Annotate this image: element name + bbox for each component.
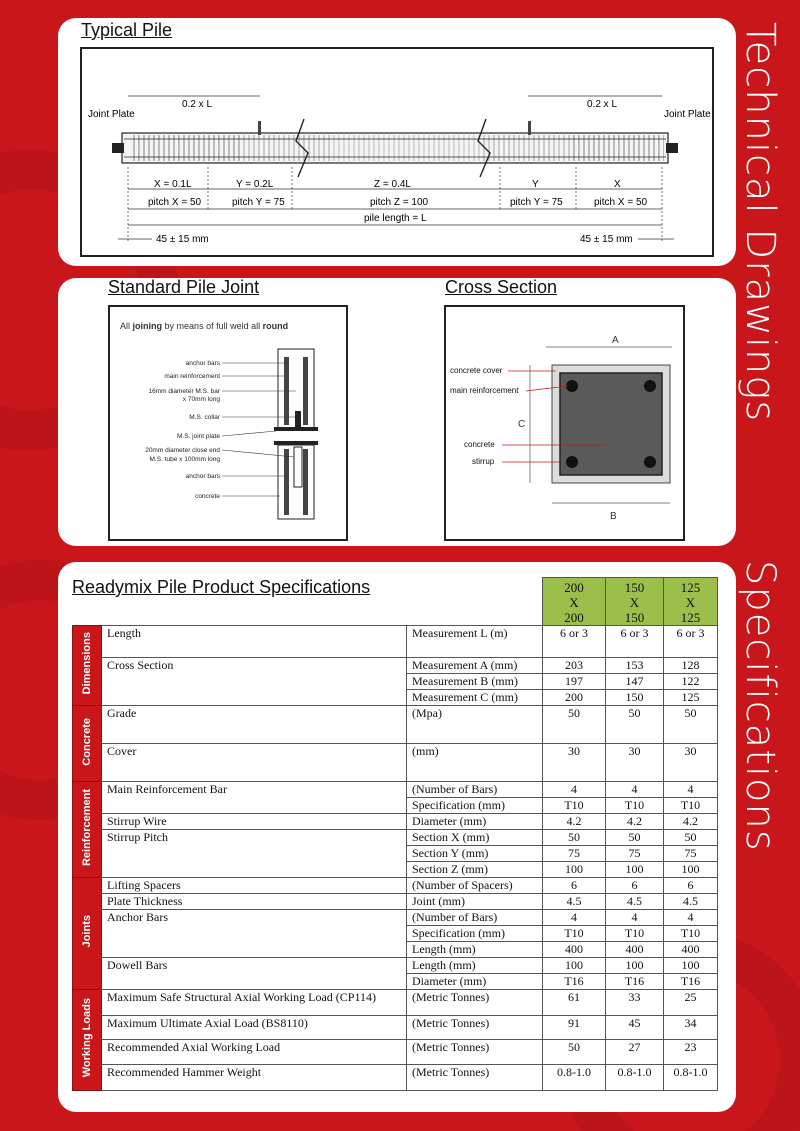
row-value: 400 bbox=[543, 942, 606, 958]
row-unit: Measurement B (mm) bbox=[407, 674, 543, 690]
label-stirrup: stirrup bbox=[472, 457, 495, 466]
row-value: 6 or 3 bbox=[664, 626, 718, 658]
joint-plate-right bbox=[666, 143, 678, 153]
joint-plate-left bbox=[112, 143, 124, 153]
table-row bbox=[73, 744, 718, 782]
row-unit: Joint (mm) bbox=[407, 894, 543, 910]
pitch-z: pitch Z = 100 bbox=[370, 197, 429, 208]
row-unit: Diameter (mm) bbox=[407, 814, 543, 830]
row-value: 400 bbox=[606, 942, 664, 958]
joint-label: M.S. collar bbox=[189, 414, 220, 421]
cross-section-drawing bbox=[444, 305, 685, 541]
row-value: 25 bbox=[664, 990, 718, 1016]
tolerance-right: 45 ± 15 mm bbox=[580, 234, 633, 245]
zone-y-label-right: Y bbox=[532, 179, 539, 190]
row-unit: Specification (mm) bbox=[407, 926, 543, 942]
lifting-spacer bbox=[258, 121, 261, 135]
row-value: 100 bbox=[664, 862, 718, 878]
row-value: 4 bbox=[664, 910, 718, 926]
pile-length-label: pile length = L bbox=[364, 213, 427, 224]
row-value: 4 bbox=[543, 782, 606, 798]
size-header bbox=[542, 577, 606, 626]
category-working-loads: Working Loads bbox=[73, 990, 102, 1091]
row-unit: (Metric Tonnes) bbox=[407, 990, 543, 1016]
row-value: 0.8-1.0 bbox=[543, 1065, 606, 1091]
dim-a-label: A bbox=[612, 335, 619, 346]
joint-label: x 70mm long bbox=[182, 396, 220, 403]
dim-02L-right: 0.2 x L bbox=[587, 99, 618, 110]
row-unit: Measurement C (mm) bbox=[407, 690, 543, 706]
typical-pile-title: Typical Pile bbox=[81, 20, 173, 40]
table-row bbox=[73, 782, 718, 798]
row-value: T16 bbox=[543, 974, 606, 990]
row-value: 4 bbox=[664, 782, 718, 798]
row-value: 100 bbox=[606, 958, 664, 974]
table-row bbox=[73, 1016, 718, 1040]
row-unit: Section Y (mm) bbox=[407, 846, 543, 862]
row-value: 203 bbox=[543, 658, 606, 674]
table-row bbox=[73, 658, 718, 674]
specifications-table bbox=[72, 625, 718, 1091]
row-value: 6 bbox=[606, 878, 664, 894]
joint-label: M.S. tube x 100mm long bbox=[149, 456, 220, 463]
table-row bbox=[73, 878, 718, 894]
size-x: X bbox=[629, 595, 640, 610]
joint-label: 20mm diameter close end bbox=[145, 447, 220, 454]
side-title-specifications-text: Specifications bbox=[737, 560, 783, 852]
row-value: T10 bbox=[606, 926, 664, 942]
joint-label: anchor bars bbox=[185, 360, 220, 367]
row-value: 4 bbox=[543, 910, 606, 926]
reinforcement-bar bbox=[644, 456, 656, 468]
row-value: 50 bbox=[543, 706, 606, 744]
category-joints: Joints bbox=[73, 878, 102, 990]
row-unit: (Number of Bars) bbox=[407, 782, 543, 798]
row-value: 4.5 bbox=[606, 894, 664, 910]
dim-02L-left: 0.2 x L bbox=[182, 99, 213, 110]
pile-joint-title: Standard Pile Joint bbox=[108, 277, 260, 297]
table-row bbox=[73, 814, 718, 830]
row-value: T10 bbox=[664, 926, 718, 942]
label-main-reinforcement: main reinforcement bbox=[450, 386, 519, 395]
row-value: T10 bbox=[543, 926, 606, 942]
category-concrete: Concrete bbox=[73, 706, 102, 782]
row-value: 6 or 3 bbox=[543, 626, 606, 658]
row-value: 147 bbox=[606, 674, 664, 690]
reinforcement-bar bbox=[644, 380, 656, 392]
size-x: X bbox=[685, 595, 696, 610]
row-value: 0.8-1.0 bbox=[664, 1065, 718, 1091]
pile-joint-svg bbox=[110, 307, 346, 539]
row-value: 128 bbox=[664, 658, 718, 674]
row-item: Recommended Hammer Weight bbox=[102, 1065, 407, 1091]
joint-plate-label-left: Joint Plate bbox=[88, 109, 135, 120]
zone-x-label-right: X bbox=[614, 179, 621, 190]
side-title-drawings bbox=[728, 22, 792, 452]
side-title-specifications bbox=[728, 560, 792, 860]
table-row bbox=[73, 910, 718, 926]
cross-section-title: Cross Section bbox=[445, 277, 558, 297]
row-unit: Diameter (mm) bbox=[407, 974, 543, 990]
row-unit: (Number of Bars) bbox=[407, 910, 543, 926]
row-value: 50 bbox=[543, 1040, 606, 1065]
pitch-x-right: pitch X = 50 bbox=[594, 197, 648, 208]
row-value: 4.5 bbox=[664, 894, 718, 910]
row-unit: (Metric Tonnes) bbox=[407, 1016, 543, 1040]
side-title-drawings-text: Technical Drawings bbox=[737, 22, 783, 423]
row-value: 91 bbox=[543, 1016, 606, 1040]
size-b: 200 bbox=[564, 610, 584, 625]
zone-y-label: Y = 0.2L bbox=[236, 179, 274, 190]
row-value: 4.5 bbox=[543, 894, 606, 910]
dim-c-label: C bbox=[518, 419, 526, 430]
row-value: 30 bbox=[606, 744, 664, 782]
row-value: T10 bbox=[664, 798, 718, 814]
zone-x-label: X = 0.1L bbox=[154, 179, 192, 190]
size-b: 125 bbox=[680, 610, 701, 625]
row-item: Grade bbox=[102, 706, 407, 744]
row-value: T10 bbox=[606, 798, 664, 814]
row-value: 4.2 bbox=[606, 814, 664, 830]
size-b: 150 bbox=[624, 610, 645, 625]
row-value: 200 bbox=[543, 690, 606, 706]
row-unit: Length (mm) bbox=[407, 942, 543, 958]
row-value: 50 bbox=[664, 706, 718, 744]
row-value: 75 bbox=[606, 846, 664, 862]
size-a: 125 bbox=[680, 580, 701, 595]
joint-caption: All joining by means of full weld all round bbox=[120, 321, 289, 331]
cross-section-svg bbox=[446, 307, 683, 539]
pitch-y-left: pitch Y = 75 bbox=[232, 197, 285, 208]
row-unit: Section X (mm) bbox=[407, 830, 543, 846]
row-value: 6 bbox=[664, 878, 718, 894]
joint-label: anchor bars bbox=[185, 473, 220, 480]
row-value: 100 bbox=[606, 862, 664, 878]
typical-pile-svg bbox=[82, 49, 712, 255]
row-value: T10 bbox=[543, 798, 606, 814]
row-unit: (Metric Tonnes) bbox=[407, 1040, 543, 1065]
row-value: 122 bbox=[664, 674, 718, 690]
label-concrete: concrete bbox=[464, 440, 495, 449]
row-item: Dowell Bars bbox=[102, 958, 407, 990]
row-value: T16 bbox=[606, 974, 664, 990]
row-value: 75 bbox=[543, 846, 606, 862]
category-reinforcement: Reinforcement bbox=[73, 782, 102, 878]
row-item: Length bbox=[102, 626, 407, 658]
table-row bbox=[73, 958, 718, 974]
table-row bbox=[73, 706, 718, 744]
zone-z-label: Z = 0.4L bbox=[374, 179, 411, 190]
dim-b-label: B bbox=[610, 511, 617, 522]
row-value: 4 bbox=[606, 910, 664, 926]
specifications-title: Readymix Pile Product Specifications bbox=[72, 577, 371, 597]
row-value: 34 bbox=[664, 1016, 718, 1040]
row-unit: (mm) bbox=[407, 744, 543, 782]
row-value: 45 bbox=[606, 1016, 664, 1040]
row-item: Anchor Bars bbox=[102, 910, 407, 958]
row-value: 27 bbox=[606, 1040, 664, 1065]
row-item: Cover bbox=[102, 744, 407, 782]
lifting-spacer bbox=[528, 121, 531, 135]
row-value: 150 bbox=[606, 690, 664, 706]
row-value: 6 or 3 bbox=[606, 626, 664, 658]
row-item: Cross Section bbox=[102, 658, 407, 706]
row-item: Maximum Safe Structural Axial Working Load (CP114) bbox=[102, 990, 407, 1016]
row-unit: Length (mm) bbox=[407, 958, 543, 974]
row-item: Lifting Spacers bbox=[102, 878, 407, 894]
joint-label: concrete bbox=[195, 493, 220, 500]
category-dimensions: Dimensions bbox=[73, 626, 102, 706]
row-item: Stirrup Wire bbox=[102, 814, 407, 830]
row-unit: Measurement L (m) bbox=[407, 626, 543, 658]
row-item: Plate Thickness bbox=[102, 894, 407, 910]
row-value: 4 bbox=[606, 782, 664, 798]
row-value: T16 bbox=[664, 974, 718, 990]
row-value: 50 bbox=[606, 830, 664, 846]
joint-label: M.S. joint plate bbox=[177, 433, 220, 440]
row-unit: (Mpa) bbox=[407, 706, 543, 744]
row-unit: (Number of Spacers) bbox=[407, 878, 543, 894]
table-row bbox=[73, 990, 718, 1016]
row-value: 50 bbox=[606, 706, 664, 744]
joint-label: 16mm diameter M.S. bar bbox=[148, 388, 220, 395]
reinforcement-bar bbox=[566, 456, 578, 468]
pitch-x-left: pitch X = 50 bbox=[148, 197, 202, 208]
row-value: 30 bbox=[543, 744, 606, 782]
row-value: 4.2 bbox=[543, 814, 606, 830]
joint-label: main reinforcement bbox=[164, 373, 220, 380]
row-item: Maximum Ultimate Axial Load (BS8110) bbox=[102, 1016, 407, 1040]
joint-plate-label-right: Joint Plate bbox=[664, 109, 711, 120]
row-value: 153 bbox=[606, 658, 664, 674]
row-value: 75 bbox=[664, 846, 718, 862]
row-value: 100 bbox=[543, 958, 606, 974]
typical-pile-drawing bbox=[80, 47, 714, 257]
size-header bbox=[663, 577, 718, 626]
row-value: 400 bbox=[664, 942, 718, 958]
size-a: 200 bbox=[564, 580, 584, 595]
row-value: 6 bbox=[543, 878, 606, 894]
row-unit: Measurement A (mm) bbox=[407, 658, 543, 674]
row-unit: (Metric Tonnes) bbox=[407, 1065, 543, 1091]
pitch-y-right: pitch Y = 75 bbox=[510, 197, 563, 208]
table-row bbox=[73, 894, 718, 910]
tolerance-left: 45 ± 15 mm bbox=[156, 234, 209, 245]
row-value: 4.2 bbox=[664, 814, 718, 830]
table-row bbox=[73, 1040, 718, 1065]
row-value: 100 bbox=[543, 862, 606, 878]
row-item: Main Reinforcement Bar bbox=[102, 782, 407, 814]
table-row bbox=[73, 830, 718, 846]
label-concrete-cover: concrete cover bbox=[450, 366, 503, 375]
row-item: Recommended Axial Working Load bbox=[102, 1040, 407, 1065]
row-value: 197 bbox=[543, 674, 606, 690]
row-value: 125 bbox=[664, 690, 718, 706]
row-value: 30 bbox=[664, 744, 718, 782]
row-item: Stirrup Pitch bbox=[102, 830, 407, 878]
row-value: 50 bbox=[664, 830, 718, 846]
size-a: 150 bbox=[624, 580, 645, 595]
row-unit: Specification (mm) bbox=[407, 798, 543, 814]
row-value: 33 bbox=[606, 990, 664, 1016]
size-x: X bbox=[569, 595, 579, 610]
table-row bbox=[73, 626, 718, 658]
size-header bbox=[605, 577, 664, 626]
row-value: 0.8-1.0 bbox=[606, 1065, 664, 1091]
pile-joint-drawing bbox=[108, 305, 348, 541]
row-value: 100 bbox=[664, 958, 718, 974]
table-row bbox=[73, 1065, 718, 1091]
row-unit: Section Z (mm) bbox=[407, 862, 543, 878]
row-value: 23 bbox=[664, 1040, 718, 1065]
row-value: 61 bbox=[543, 990, 606, 1016]
row-value: 50 bbox=[543, 830, 606, 846]
